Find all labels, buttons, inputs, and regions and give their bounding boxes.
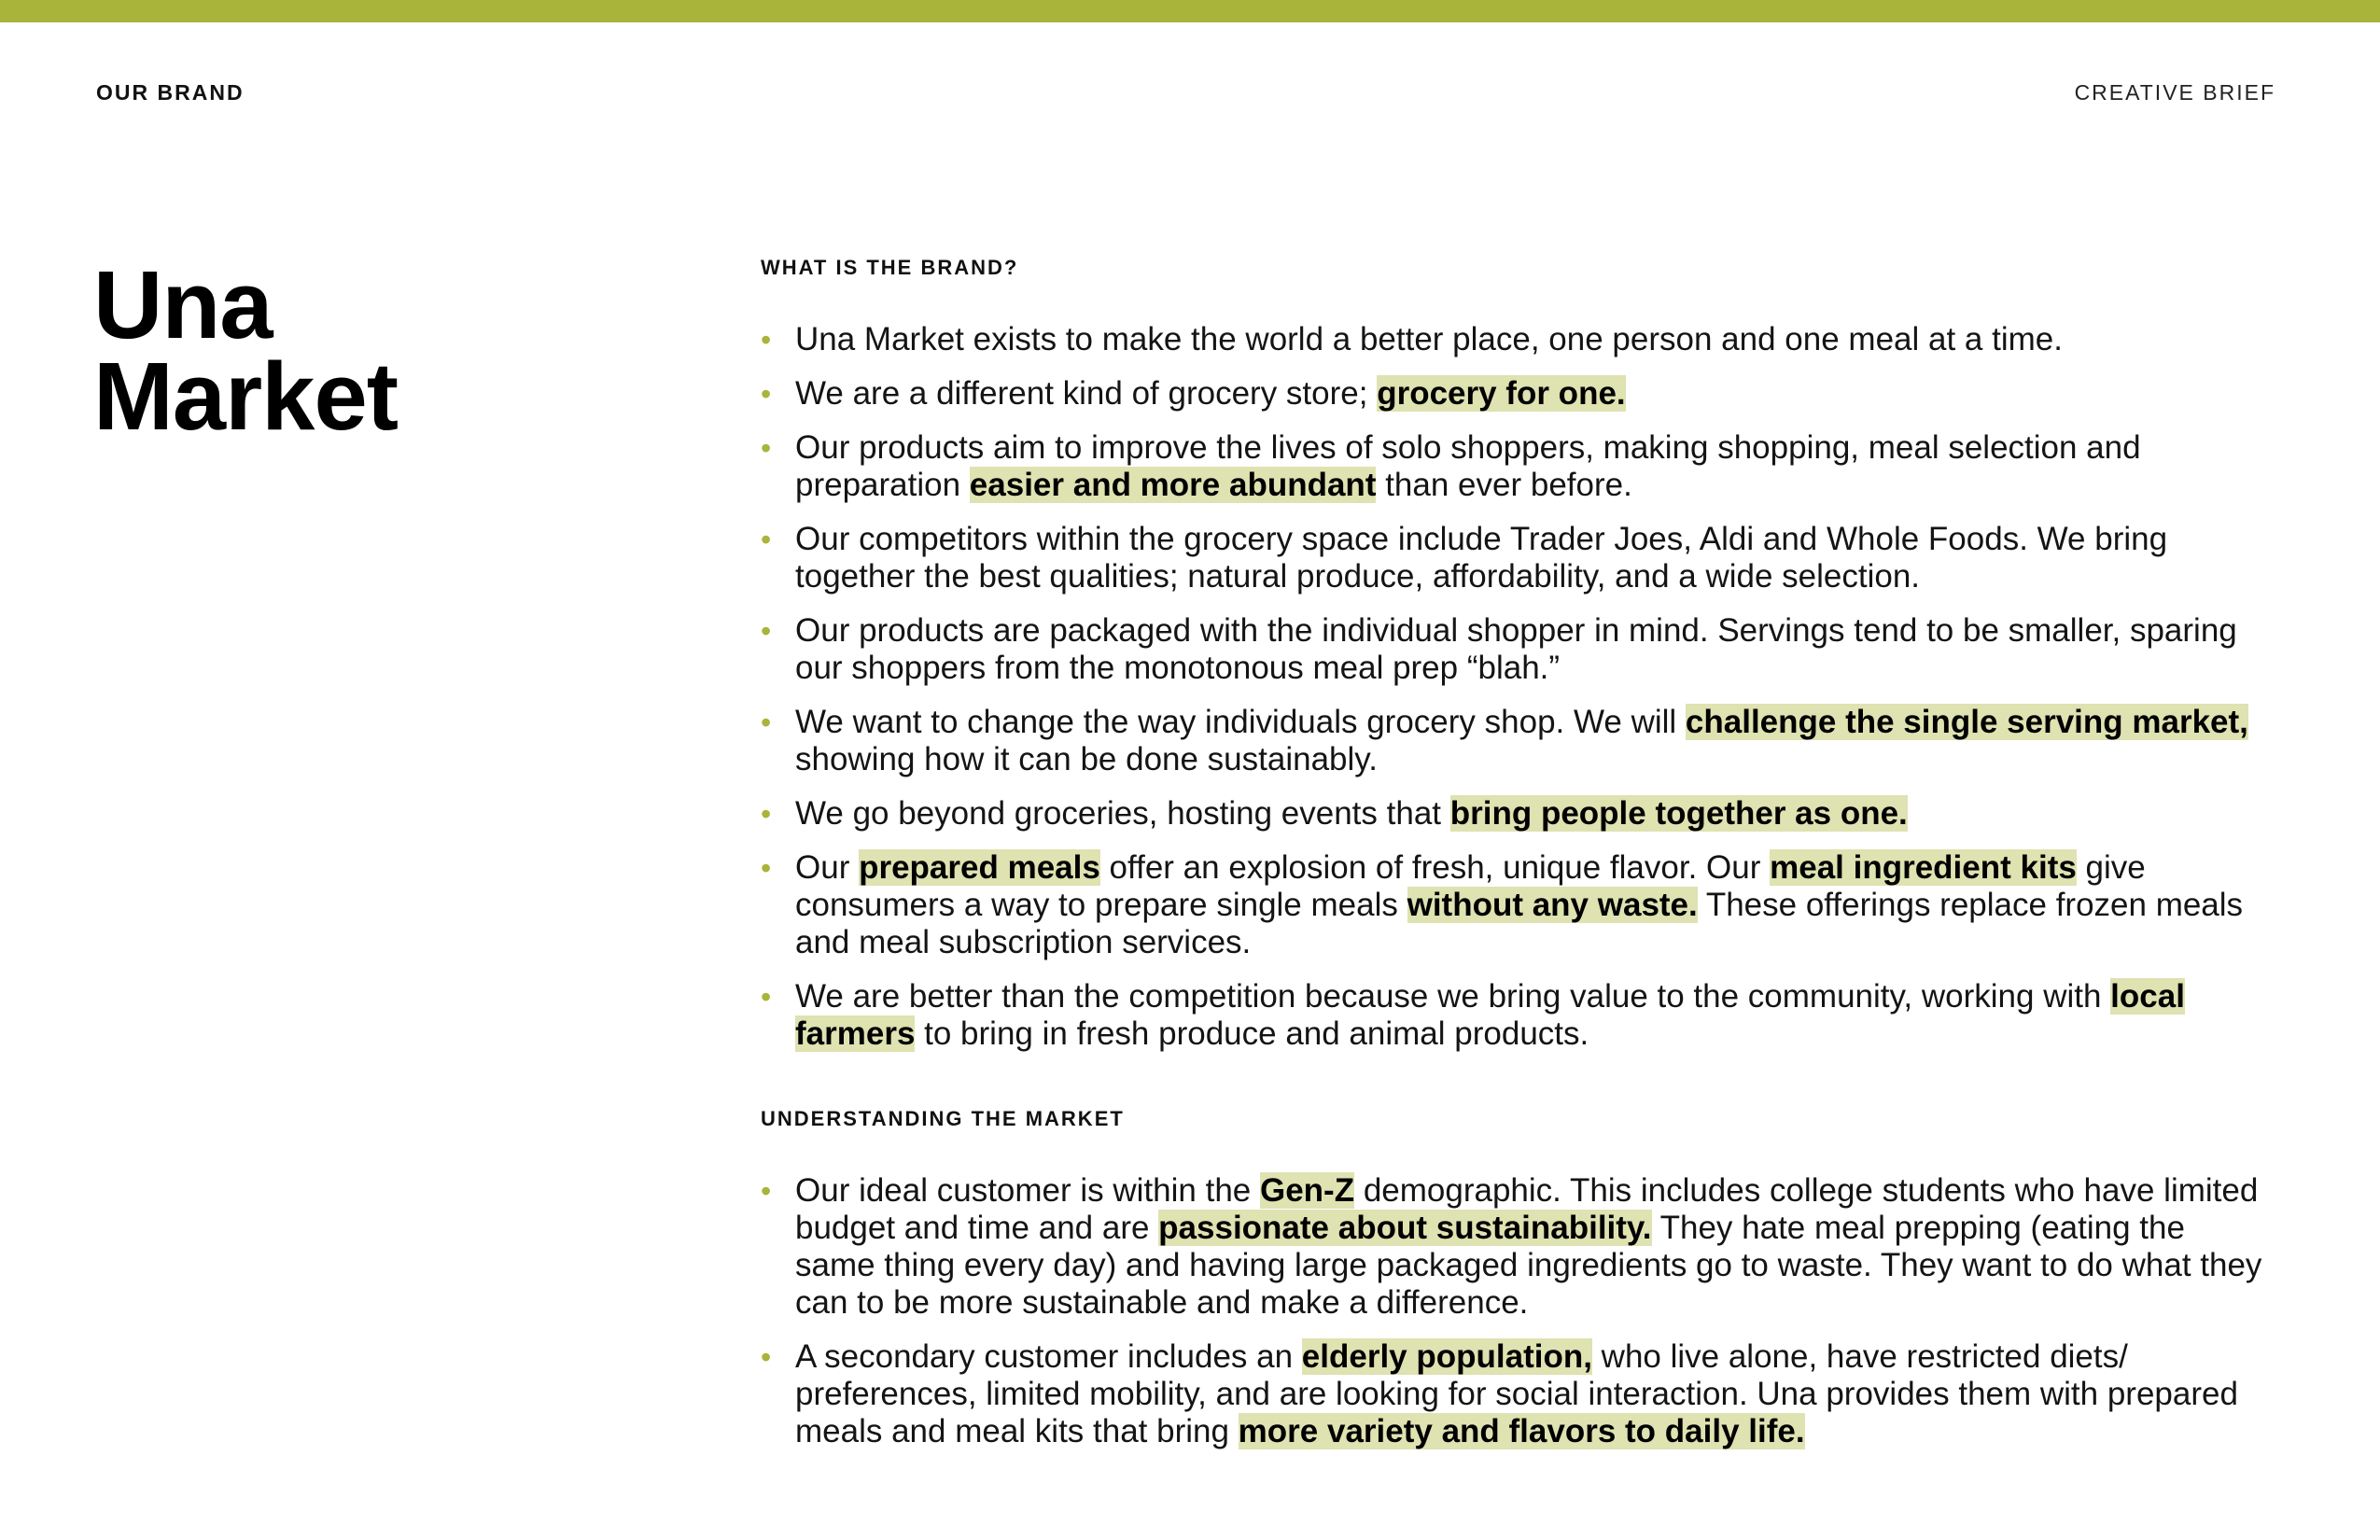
section-heading: WHAT IS THE BRAND?: [761, 256, 1019, 279]
brand-title-line-2: Market: [93, 343, 399, 450]
bullet-dot-icon: •: [761, 523, 772, 556]
bullet-item: [761, 612, 2273, 687]
bullet-item: [761, 321, 2273, 358]
bullet-text: to bring in fresh produce and animal products.: [915, 1015, 1589, 1052]
bullet-list: [761, 321, 2273, 1053]
bullet-text: They hate meal prepping (eating the same thing every day) and having large packaged ingredients go to waste. They want to do what they can to be more sustainable and make a difference.: [795, 1210, 2262, 1321]
highlighted-phrase: local farmers: [795, 978, 2185, 1052]
bullet-dot-icon: •: [761, 377, 772, 411]
highlighted-phrase: Gen-Z: [1259, 1172, 1355, 1209]
bullet-item: [761, 849, 2273, 961]
bullet-text: demographic. This includes college students who have limited budget and time and are: [795, 1172, 2259, 1246]
bullet-text: We are a different kind of grocery store;: [795, 375, 1378, 412]
bullet-dot-icon: •: [761, 706, 772, 739]
top-accent-bar: [0, 0, 2380, 22]
section-brand: [761, 254, 2273, 1053]
highlighted-phrase: challenge the single serving market,: [1685, 704, 2248, 740]
bullet-item: [761, 795, 2273, 833]
bullet-dot-icon: •: [761, 980, 772, 1014]
brief-content: [761, 254, 2273, 1467]
highlighted-phrase: easier and more abundant: [969, 467, 1377, 503]
bullet-text: We want to change the way individuals grocery shop. We will: [795, 704, 1686, 740]
header-section-label: OUR BRAND: [96, 80, 245, 105]
bullet-text: Our products aim to improve the lives of solo shoppers, making shopping, meal selection and preparation: [795, 429, 2141, 503]
bullet-item: [761, 1172, 2273, 1322]
bullet-text: than ever before.: [1376, 467, 1632, 503]
bullet-text: These offerings replace frozen meals and meal subscription services.: [795, 887, 2244, 960]
highlighted-phrase: grocery for one.: [1377, 375, 1626, 412]
highlighted-phrase: meal ingredient kits: [1770, 849, 2077, 886]
bullet-text: who live alone, have restricted diets/ preferences, limited mobility, and are looking for social interaction. Una provides them with prepared meals and meal kits that bring: [795, 1338, 2238, 1449]
bullet-text: showing how it can be done sustainably.: [795, 741, 1378, 777]
bullet-item: [761, 375, 2273, 413]
bullet-text: Una Market exists to make the world a better place, one person and one meal at a time.: [795, 321, 2063, 357]
bullet-dot-icon: •: [761, 614, 772, 648]
bullet-text: We are better than the competition because we bring value to the community, working with: [795, 978, 2111, 1015]
bullet-dot-icon: •: [761, 851, 772, 885]
bullet-text: give consumers a way to prepare single meals: [795, 849, 2146, 923]
highlighted-phrase: without any waste.: [1407, 887, 1698, 923]
header-document-label: CREATIVE BRIEF: [2074, 80, 2275, 105]
bullet-dot-icon: •: [761, 797, 772, 831]
bullet-text: Our ideal customer is within the: [795, 1172, 1260, 1209]
bullet-text: offer an explosion of fresh, unique flavor. Our: [1099, 849, 1771, 886]
highlighted-phrase: elderly population,: [1301, 1338, 1592, 1375]
bullet-text: Our products are packaged with the individual shopper in mind. Servings tend to be smaller, sparing our shoppers from the monotonous meal prep “blah.”: [795, 612, 2237, 686]
brand-title: [93, 251, 653, 450]
bullet-list: [761, 1172, 2273, 1450]
highlighted-phrase: prepared meals: [859, 849, 1100, 886]
highlighted-phrase: passionate about sustainability.: [1158, 1210, 1652, 1246]
bullet-item: [761, 704, 2273, 778]
bullet-dot-icon: •: [761, 323, 772, 357]
bullet-dot-icon: •: [761, 1174, 772, 1208]
highlighted-phrase: more variety and flavors to daily life.: [1238, 1413, 1805, 1449]
bullet-dot-icon: •: [761, 431, 772, 465]
bullet-item: [761, 978, 2273, 1053]
bullet-text: Our competitors within the grocery space include Trader Joes, Aldi and Whole Foods. We bring together the best qualities; natural produce, affordability, and a wide selection.: [795, 521, 2168, 595]
brand-title-line-1: Una: [93, 251, 273, 358]
bullet-item: [761, 429, 2273, 504]
bullet-item: [761, 1338, 2273, 1450]
bullet-text: Our: [795, 849, 860, 886]
bullet-text: A secondary customer includes an: [795, 1338, 1302, 1375]
bullet-item: [761, 521, 2273, 595]
section-heading: UNDERSTANDING THE MARKET: [761, 1107, 1125, 1130]
highlighted-phrase: bring people together as one.: [1449, 795, 1908, 832]
bullet-dot-icon: •: [761, 1340, 772, 1374]
bullet-text: We go beyond groceries, hosting events that: [795, 795, 1450, 832]
section-market: [761, 1105, 2273, 1450]
